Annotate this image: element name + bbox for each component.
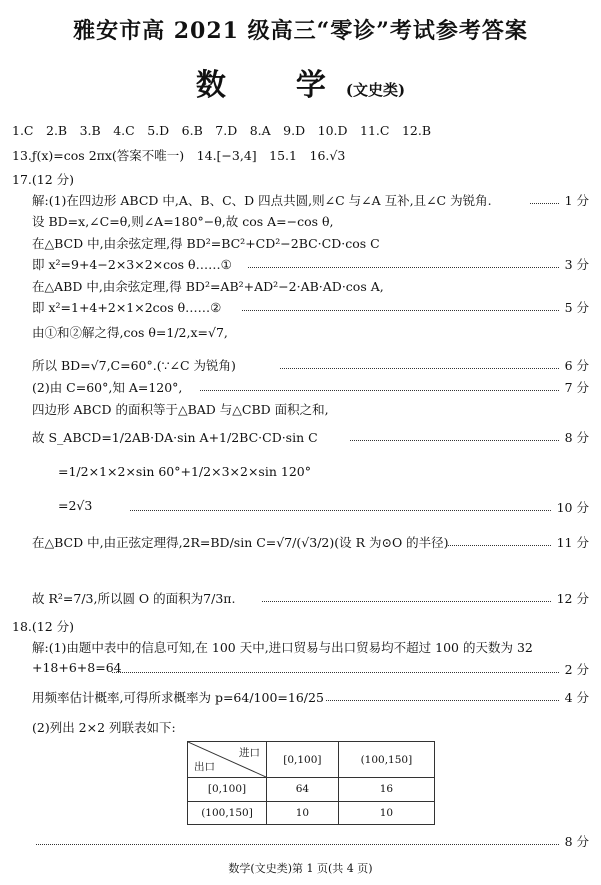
leader-dots bbox=[242, 310, 559, 311]
q17-line-9: (2)由 C=60°,知 A=120°, bbox=[32, 380, 183, 395]
fill-answers: 13.ƒ(x)=cos 2πx(答案不唯一) 14.[−3,4] 15.1 16.√3 bbox=[12, 148, 346, 163]
q17-score-12: 12 分 bbox=[556, 591, 589, 606]
q17-score-3: 3 分 bbox=[564, 257, 589, 272]
leader-dots bbox=[130, 510, 551, 511]
q17-score-10: 10 分 bbox=[556, 500, 589, 515]
contingency-table bbox=[187, 741, 435, 825]
q17-line-3: 在△BCD 中,由余弦定理,得 BD²=BC²+CD²−2BC·CD·cos C bbox=[32, 236, 380, 251]
table-cell: 64 bbox=[267, 778, 339, 802]
choice-answers: 1.C 2.B 3.B 4.C 5.D 6.B 7.D 8.A 9.D 10.D 11.C 12.B bbox=[12, 123, 432, 138]
table-cell: 16 bbox=[338, 778, 434, 802]
leader-dots bbox=[112, 672, 559, 673]
leader-dots bbox=[350, 440, 559, 441]
q17-score-5: 5 分 bbox=[564, 300, 589, 315]
q17-line-15: 故 R²=7/3,所以圆 O 的面积为7/3π. bbox=[32, 591, 236, 606]
leader-dots bbox=[248, 267, 559, 268]
q17-line-1: 解:(1)在四边形 ABCD 中,A、B、C、D 四点共圆,则∠C 与∠A 互补,且∠C 为锐角. bbox=[32, 193, 492, 208]
q17-line-6: 即 x²=1+4+2×1×2cos θ……② bbox=[32, 300, 222, 315]
leader-dots bbox=[262, 601, 551, 602]
page-title: 雅安市高 2021 级高三“零诊”考试参考答案 bbox=[73, 18, 528, 44]
table-header-col1: [0,100] bbox=[267, 742, 339, 778]
q17-score-8: 8 分 bbox=[564, 430, 589, 445]
q17-line-10: 四边形 ABCD 的面积等于△BAD 与△CBD 面积之和, bbox=[32, 402, 329, 417]
q17-line-4: 即 x²=9+4−2×3×2×cos θ……① bbox=[32, 257, 232, 272]
page-footer: 数学(文史类)第 1 页(共 4 页) bbox=[228, 862, 373, 875]
leader-dots bbox=[200, 390, 559, 391]
q17-heading: 17.(12 分) bbox=[12, 172, 75, 187]
q18-line-3: 用频率估计概率,可得所求概率为 p=64/100=16/25 bbox=[32, 690, 324, 705]
q17-score-11: 11 分 bbox=[556, 535, 589, 550]
q18-line-2: +18+6+8=64 bbox=[32, 660, 122, 675]
q17-line-5: 在△ABD 中,由余弦定理,得 BD²=AB²+AD²−2·AB·AD·cos A, bbox=[32, 279, 384, 294]
q17-line-14: 在△BCD 中,由正弦定理得,2R=BD/sin C=√7/(√3/2)(设 R 为⊙O 的半径) bbox=[32, 535, 449, 550]
q17-line-7: 由①和②解之得,cos θ=1/2,x=√7, bbox=[32, 325, 228, 340]
q18-score-8: 8 分 bbox=[564, 834, 589, 849]
table-corner-cell bbox=[188, 742, 267, 778]
table-cell: 10 bbox=[267, 801, 339, 825]
q17-line-13: =2√3 bbox=[58, 498, 93, 513]
q17-line-2: 设 BD=x,∠C=θ,则∠A=180°−θ,故 cos A=−cos θ, bbox=[32, 214, 334, 229]
leader-dots bbox=[326, 700, 559, 701]
q17-line-12: =1/2×1×2×sin 60°+1/2×3×2×sin 120° bbox=[58, 464, 311, 479]
table-corner-top: 进口 bbox=[239, 747, 260, 759]
q17-score-1: 1 分 bbox=[564, 193, 589, 208]
q17-line-11: 故 S_ABCD=1/2AB·DA·sin A+1/2BC·CD·sin C bbox=[32, 430, 318, 445]
table-header-col2: (100,150] bbox=[338, 742, 434, 778]
q18-score-2: 2 分 bbox=[564, 662, 589, 677]
table-cell: 10 bbox=[338, 801, 434, 825]
table-row bbox=[188, 801, 435, 825]
q17-score-6: 6 分 bbox=[564, 358, 589, 373]
q18-line-4: (2)列出 2×2 列联表如下: bbox=[32, 720, 176, 735]
table-row-label: [0,100] bbox=[188, 778, 267, 802]
leader-dots bbox=[36, 844, 559, 845]
table-row bbox=[188, 778, 435, 802]
q17-line-8: 所以 BD=√7,C=60°.(∵∠C 为锐角) bbox=[32, 358, 236, 373]
table-corner-bottom: 出口 bbox=[194, 761, 215, 773]
q17-score-7: 7 分 bbox=[564, 380, 589, 395]
subject-note: (文史类) bbox=[345, 81, 406, 99]
q18-score-4: 4 分 bbox=[564, 690, 589, 705]
subject-heading bbox=[0, 60, 601, 104]
q18-line-1: 解:(1)由题中表中的信息可知,在 100 天中,进口贸易与出口贸易均不超过 100 的天数为 32 bbox=[32, 640, 533, 655]
leader-dots bbox=[448, 545, 551, 546]
leader-dots bbox=[280, 368, 559, 369]
subject-name: 数 学 bbox=[195, 68, 346, 103]
leader-dots bbox=[530, 203, 559, 204]
q18-heading: 18.(12 分) bbox=[12, 619, 75, 634]
table-row-label: (100,150] bbox=[188, 801, 267, 825]
